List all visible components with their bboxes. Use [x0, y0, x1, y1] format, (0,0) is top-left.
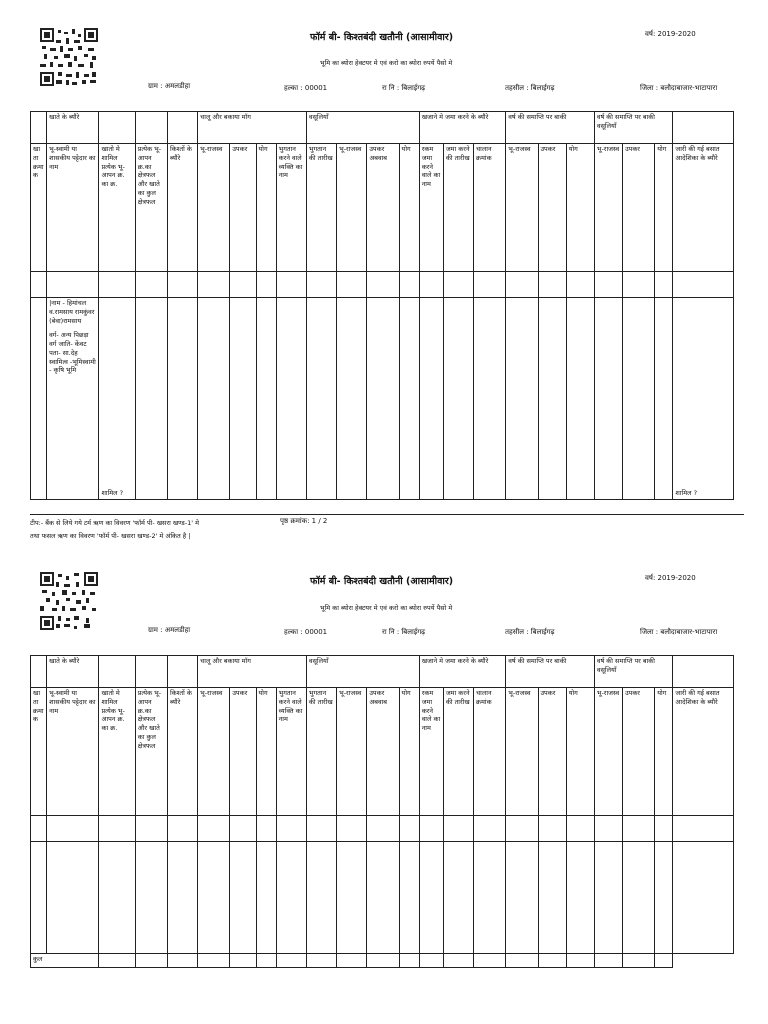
- page-number: पृष्ठ क्रमांक: 1 / 2: [280, 517, 328, 525]
- column-header: चालान क्रमांक: [474, 144, 506, 272]
- column-header: योग: [399, 688, 419, 816]
- group-header-row: [31, 656, 734, 688]
- column-header: भू-राजस्व: [594, 144, 622, 272]
- owner-cell: [47, 298, 99, 500]
- column-header: खातो मे शामिल प्रत्येक भू-आपन क्र. का क्र.: [99, 688, 135, 816]
- column-header: उपकर: [623, 144, 655, 272]
- table-row: [31, 842, 734, 954]
- halka-label: हल्का : 00001: [284, 628, 328, 636]
- column-header: जारी की गई बसात आदेशिका के ब्यौरे: [673, 144, 734, 272]
- column-header: किश्तों के ब्यौरे: [167, 688, 197, 816]
- qr-code-icon: [40, 572, 98, 630]
- column-header: उपकर: [538, 144, 566, 272]
- table-row: [31, 298, 734, 500]
- column-header: भुगतान करने वाले व्यक्ति का नाम: [276, 688, 306, 816]
- group-header-khajane: खजाने मे जमा करने के ब्यौरे: [419, 112, 506, 144]
- group-header-chalu: चालू और बकाया मॉग: [198, 656, 307, 688]
- column-header: भू-राजस्व: [594, 688, 622, 816]
- column-header: योग: [566, 688, 594, 816]
- owner-details: |नाम - हिमांचल व.रामसाय रामकुंवर (बेवा)रामसाय: [49, 299, 95, 325]
- column-header: उपकर अबवाब: [367, 688, 399, 816]
- column-header-row: [31, 144, 734, 272]
- total-label: कुल: [31, 954, 99, 968]
- column-header: भुगतान करने वाले व्यक्ति का नाम: [276, 144, 306, 272]
- column-header: उपकर: [230, 144, 256, 272]
- column-header: भुगतान की तारीख: [306, 688, 336, 816]
- shamil-left-cell: [99, 298, 135, 500]
- footnote-line1: टीप:- बैंक से लिये गये टर्म ऋण का विवरण 'फॉर्म पी- खसरा खण्ड-1' मे: [30, 519, 199, 527]
- form-subtitle: भूमि का ब्योरा हेक्टयर मे एवं करो का ब्योरा रुपयें पैसो मे: [320, 59, 453, 67]
- group-header-varsh-vasuli: वर्ष की समाप्ति पर बाकी वसूलियाँ: [594, 112, 673, 144]
- column-header: योग: [399, 144, 419, 272]
- owner-class: वर्ग- अन्य पिछड़ा वर्ग जाति- केंवट पता- सा.देह स्वामित्व -भूमिस्वामी - कृषि भूमि: [49, 331, 96, 375]
- column-header: खाता क्रमा क: [31, 688, 47, 816]
- column-header: रकम जमा करने वाले का नाम: [419, 688, 443, 816]
- column-header: भू-राजस्व: [198, 144, 230, 272]
- column-header: जमा करने की तारीख: [443, 144, 473, 272]
- column-header: भू-राजस्व: [337, 144, 367, 272]
- column-header: भू-राजस्व: [506, 688, 538, 816]
- year-label: वर्ष: 2019-2020: [645, 574, 696, 582]
- group-header-varsh-baki: वर्ष की समाप्ति पर बाकी: [506, 656, 595, 688]
- group-header-chalu: चालू और बकाया मॉग: [198, 112, 307, 144]
- blank-row: [31, 272, 734, 298]
- form-title: फॉर्म बी- किश्तबंदी खतौनी (आसामीवार): [310, 32, 454, 43]
- column-header: भू-राजस्व: [198, 688, 230, 816]
- column-header: रकम जमा करने वाले का नाम: [419, 144, 443, 272]
- form-subtitle: भूमि का ब्योरा हेक्टयर मे एवं करो का ब्योरा रुपयें पैसो मे: [320, 604, 453, 612]
- column-header: चालान क्रमांक: [474, 688, 506, 816]
- column-header: जमा करने की तारीख: [443, 688, 473, 816]
- column-header: खातो मे शामिल प्रत्येक भू-आपन क्र. का क्र.: [99, 144, 135, 272]
- year-label: वर्ष: 2019-2020: [645, 30, 696, 38]
- village-label: ग्राम : अमलडीहा: [148, 82, 191, 90]
- column-header: भू-राजस्व: [506, 144, 538, 272]
- tehsil-label: तहसील : बिलाईगढ़: [505, 628, 555, 636]
- khatauni-table-page1: [30, 111, 734, 500]
- column-header: प्रत्येक भू-आपन क्र.का क्षेत्रफल और खाते का कुल क्षेत्रफल: [135, 144, 167, 272]
- group-header-varsh-baki: वर्ष की समाप्ति पर बाकी: [506, 112, 595, 144]
- blank-row: [31, 816, 734, 842]
- village-label: ग्राम : अमलडीहा: [148, 626, 191, 634]
- column-header: उपकर: [538, 688, 566, 816]
- group-header-vasuliyan: वसूलियाँ: [306, 112, 419, 144]
- column-header: योग: [256, 688, 276, 816]
- group-header-vasuliyan: वसूलियाँ: [306, 656, 419, 688]
- column-header: उपकर: [230, 688, 256, 816]
- group-header-varsh-vasuli: वर्ष की समाप्ति पर बाकी वसूलियाँ: [594, 656, 673, 688]
- shamil-right-cell: [673, 298, 734, 500]
- column-header: योग: [655, 688, 673, 816]
- column-header: योग: [655, 144, 673, 272]
- shamil-right: शामिल ?: [675, 489, 698, 498]
- column-header: उपकर अबवाब: [367, 144, 399, 272]
- page-divider: [30, 514, 744, 515]
- halka-label: हल्का : 00001: [284, 84, 328, 92]
- khatauni-table-page2: [30, 655, 734, 968]
- column-header: भू-स्वामी या शासकीय पट्टेदार का नाम: [47, 144, 99, 272]
- district-label: जिला : बलौदाबाजार-भाटापारा: [640, 84, 718, 92]
- district-label: जिला : बलौदाबाजार-भाटापारा: [640, 628, 718, 636]
- footnote-line2: तथा फसल ऋण का विवरण 'फॉर्म पी- खसरा खण्ड-2' मे अंकित है |: [30, 532, 191, 540]
- column-header: जारी की गई बसात आदेशिका के ब्यौरे: [673, 688, 734, 816]
- group-header-khajane: खजाने मे जमा करने के ब्यौरे: [419, 656, 506, 688]
- column-header: खाता क्रमा क: [31, 144, 47, 272]
- form-title: फॉर्म बी- किश्तबंदी खतौनी (आसामीवार): [310, 576, 454, 587]
- column-header: भुगतान की तारीख: [306, 144, 336, 272]
- qr-code-icon: [40, 28, 98, 86]
- column-header: योग: [256, 144, 276, 272]
- column-header: प्रत्येक भू-आपन क्र.का क्षेत्रफल और खाते का कुल क्षेत्रफल: [135, 688, 167, 816]
- tehsil-label: तहसील : बिलाईगढ़: [505, 84, 555, 92]
- column-header-row: [31, 688, 734, 816]
- group-header-row: [31, 112, 734, 144]
- column-header: भू-राजस्व: [337, 688, 367, 816]
- column-header: किश्तों के ब्यौरे: [167, 144, 197, 272]
- column-header: उपकर: [623, 688, 655, 816]
- total-row: [31, 954, 734, 968]
- ra-ni-label: रा नि : बिलाईगढ़: [382, 628, 426, 636]
- column-header: भू-स्वामी या शासकीय पट्टेदार का नाम: [47, 688, 99, 816]
- group-header-khate: खाते के ब्यौरे: [47, 656, 99, 688]
- column-header: योग: [566, 144, 594, 272]
- ra-ni-label: रा नि : बिलाईगढ़: [382, 84, 426, 92]
- shamil-left: शामिल ?: [101, 489, 124, 498]
- group-header-khate: खाते के ब्यौरे: [47, 112, 99, 144]
